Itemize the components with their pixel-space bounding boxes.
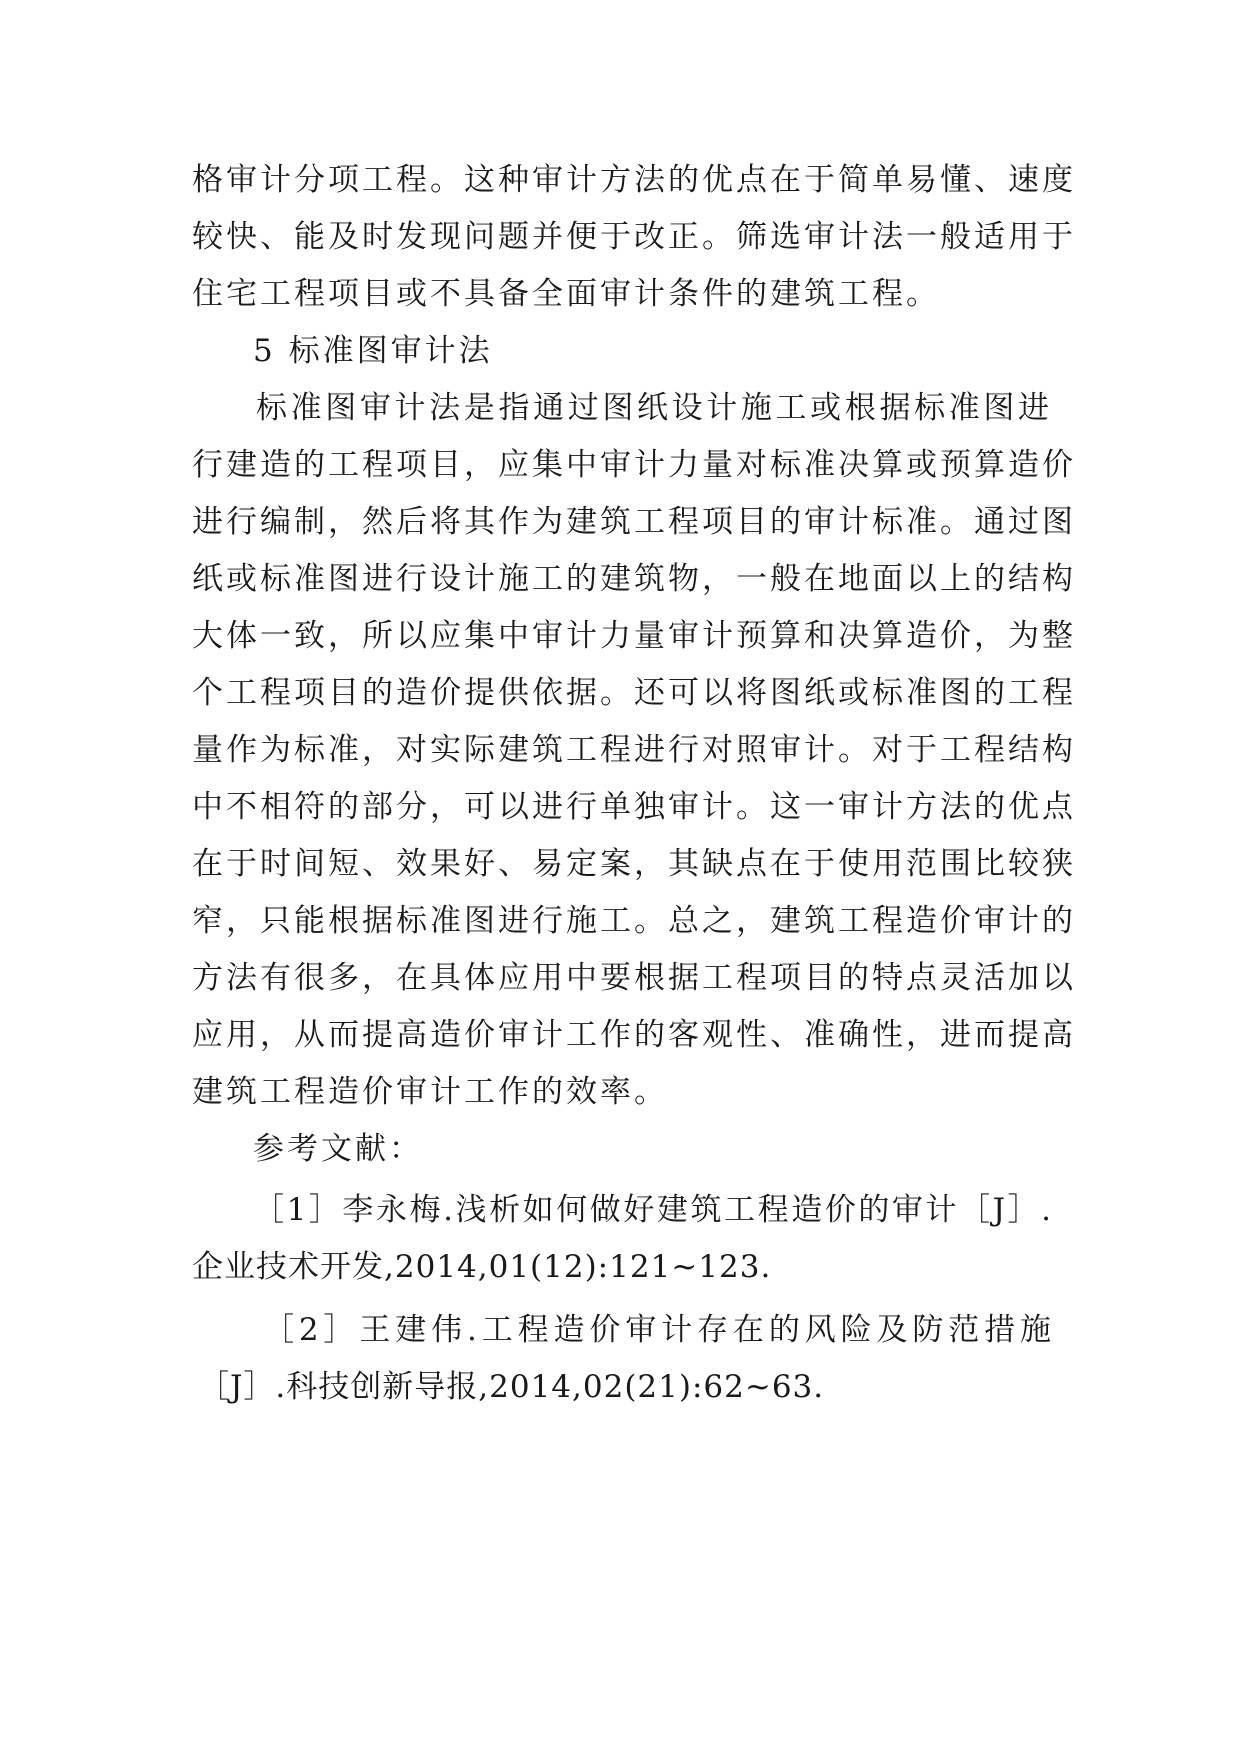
paragraph-line: 中不相符的部分，可以进行单独审计。这一审计方法的优点 [192,789,1076,825]
paragraph-line: 标准图审计法是指通过图纸设计施工或根据标准图进 [256,390,1052,426]
section-heading: 5 标准图审计法 [253,333,493,369]
paragraph-line: 个工程项目的造价提供依据。还可以将图纸或标准图的工程 [192,675,1076,711]
paragraph-line: 行建造的工程项目，应集中审计力量对标准决算或预算造价 [192,447,1076,483]
reference-item: ［J］.科技创新导报,2014,02(21):62~63. [198,1369,825,1405]
paragraph-line: 建筑工程造价审计工作的效率。 [192,1074,668,1110]
paragraph-line: 进行编制，然后将其作为建筑工程项目的审计标准。通过图 [192,504,1076,540]
paragraph-line: 住宅工程项目或不具备全面审计条件的建筑工程。 [192,276,940,312]
paragraph-line: 方法有很多，在具体应用中要根据工程项目的特点灵活加以 [192,960,1076,996]
paragraph-line: 应用，从而提高造价审计工作的客观性、准确性，进而提高 [192,1017,1076,1053]
paragraph-line: 大体一致，所以应集中审计力量审计预算和决算造价，为整 [192,618,1076,654]
paragraph-line: 格审计分项工程。这种审计方法的优点在于简单易懂、速度 [192,162,1076,198]
reference-item: 企业技术开发,2014,01(12):121~123. [192,1249,772,1285]
reference-item: ［2］王建伟.工程造价审计存在的风险及防范措施 [263,1312,1052,1348]
paragraph-line: 窄，只能根据标准图进行施工。总之，建筑工程造价审计的 [192,903,1076,939]
paragraph-line: 在于时间短、效果好、易定案，其缺点在于使用范围比较狭 [192,846,1076,882]
reference-item: ［1］李永梅.浅析如何做好建筑工程造价的审计［J］. [253,1192,1052,1228]
references-heading: 参考文献： [253,1131,423,1167]
paragraph-line: 量作为标准，对实际建筑工程进行对照审计。对于工程结构 [192,732,1076,768]
paragraph-line: 较快、能及时发现问题并便于改正。筛选审计法一般适用于 [192,219,1076,255]
paragraph-line: 纸或标准图进行设计施工的建筑物，一般在地面以上的结构 [192,561,1076,597]
